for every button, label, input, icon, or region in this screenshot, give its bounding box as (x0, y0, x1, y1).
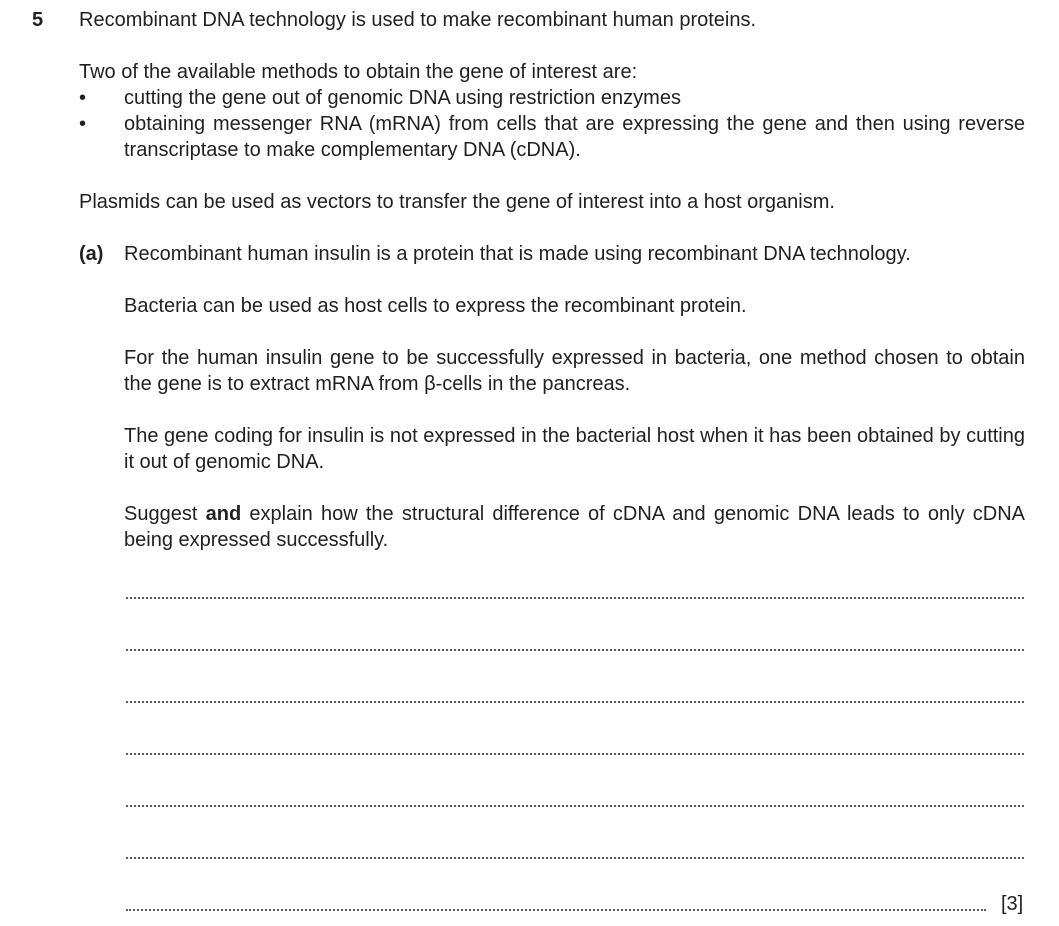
part-a-paragraph-4: The gene coding for insulin is not expressed in the bacterial host when it has been obtained by cutting it out of genomic DNA. (124, 425, 1025, 473)
answer-line[interactable] (126, 597, 1024, 599)
bullet-item: cutting the gene out of genomic DNA using restriction enzymes (124, 87, 681, 109)
prompt-and-bold: and (205, 503, 242, 525)
answer-line[interactable] (126, 753, 1024, 755)
prompt-suggest: Suggest (124, 503, 198, 525)
answer-line[interactable] (126, 701, 1024, 703)
bullet-marker: • (79, 113, 87, 135)
part-a-paragraph-3: For the human insulin gene to be successfully expressed in bacteria, one method chosen to obtain the gene is to extract mRNA from β-cells in the pancreas. (124, 347, 1025, 395)
answer-line[interactable] (126, 857, 1024, 859)
answer-line[interactable] (126, 909, 986, 911)
part-label: (a) (79, 243, 104, 265)
plasmids-statement: Plasmids can be used as vectors to transfer the gene of interest into a host organism. (79, 191, 835, 213)
part-a-paragraph-2: Bacteria can be used as host cells to express the recombinant protein. (124, 295, 747, 317)
prompt-rest: explain how the structural difference of cDNA and genomic DNA leads to only cDNA being expressed successfully. (124, 503, 1026, 551)
part-a-paragraph-1: Recombinant human insulin is a protein that is made using recombinant DNA technology. (124, 243, 911, 265)
answer-line[interactable] (126, 649, 1024, 651)
question-number: 5 (32, 9, 44, 31)
answer-line[interactable] (126, 805, 1024, 807)
methods-intro: Two of the available methods to obtain the gene of interest are: (79, 61, 638, 83)
bullet-item: obtaining messenger RNA (mRNA) from cells that are expressing the gene and then using reverse transcriptase to make complementary DNA (cDNA). (124, 113, 1025, 161)
question-intro: Recombinant DNA technology is used to make recombinant human proteins. (79, 9, 757, 31)
bullet-marker: • (79, 87, 87, 109)
part-a-question-prompt (124, 501, 1025, 553)
marks-allocation: [3] (1001, 893, 1024, 915)
